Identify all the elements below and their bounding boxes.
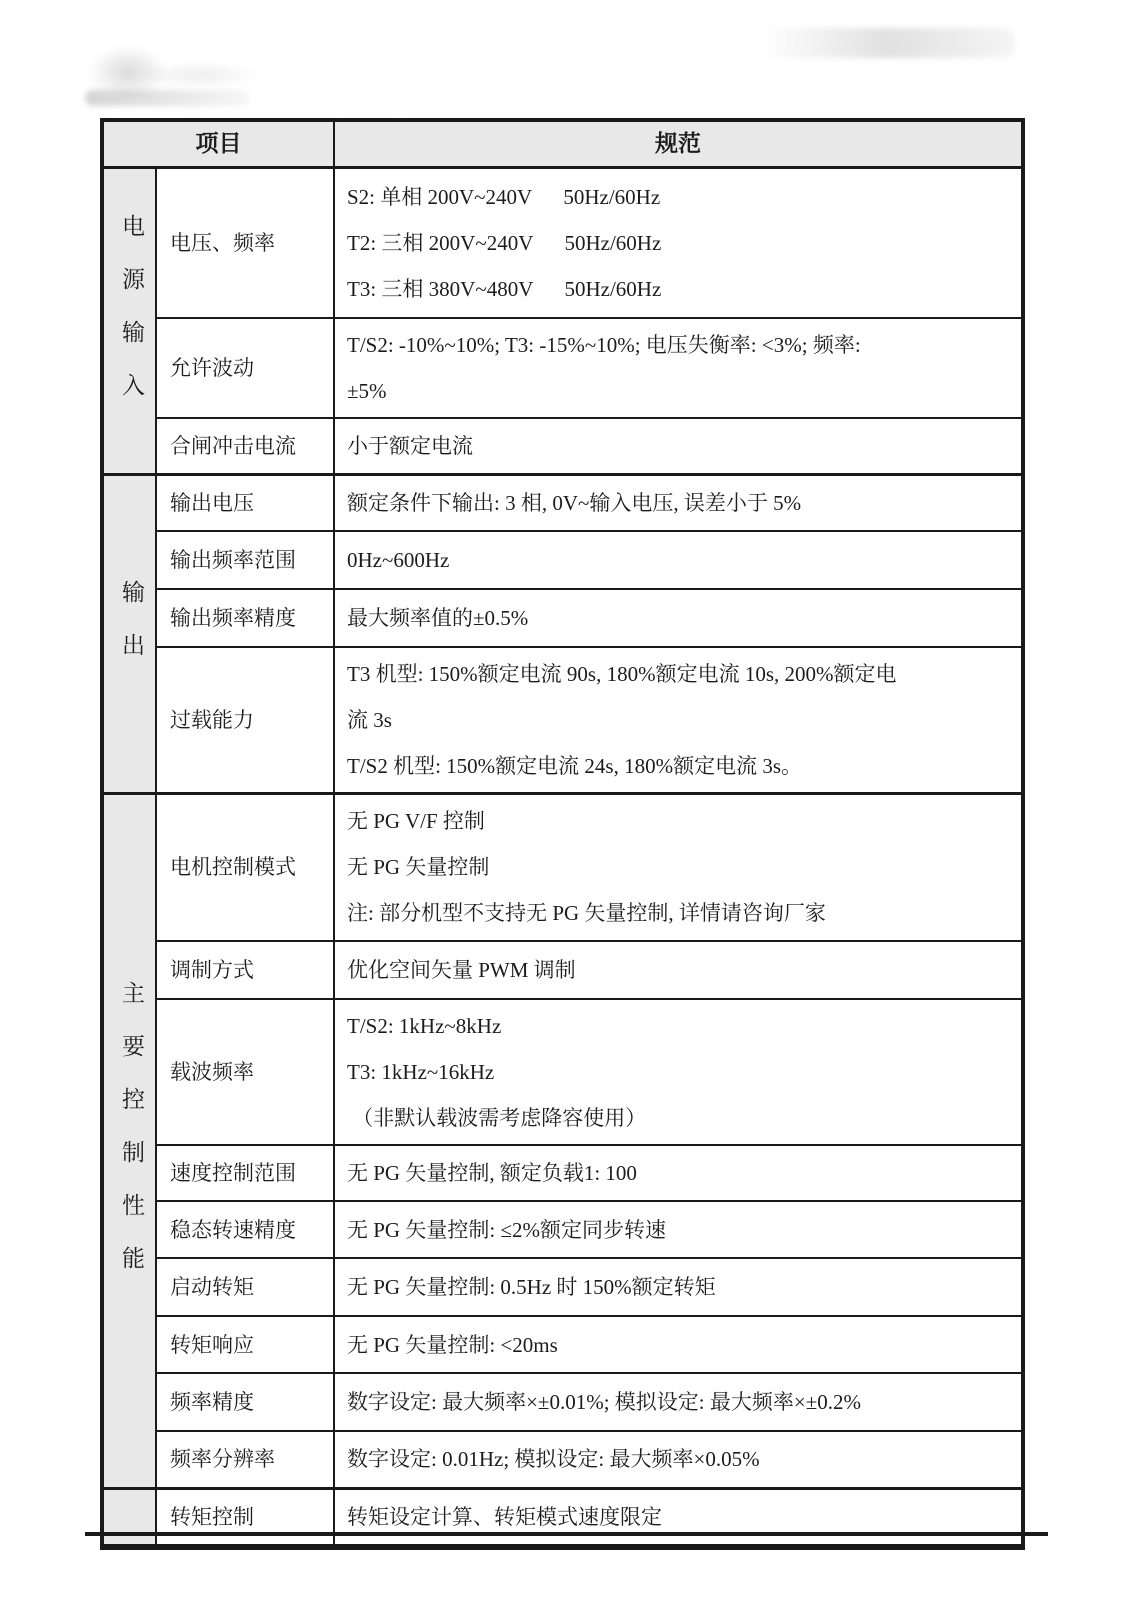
item-cell: [156, 999, 334, 1145]
item-label: 速度控制范围: [170, 1161, 296, 1185]
spec-line: ±5%: [347, 378, 387, 403]
spec-line: T/S2: 1kHz~8kHz: [347, 1014, 502, 1038]
spec-row: [102, 475, 1023, 531]
item-cell: [156, 589, 334, 647]
item-cell: [156, 1373, 334, 1431]
spec-line: 无 PG 矢量控制: <20ms: [347, 1332, 558, 1357]
spec-row: [102, 999, 1023, 1145]
spec-row: [102, 1316, 1023, 1373]
spec-line: 无 PG 矢量控制: 0.5Hz 时 150%额定转矩: [347, 1275, 716, 1299]
item-label: 过载能力: [170, 707, 254, 732]
group-label: 输出: [119, 579, 144, 686]
item-cell: [156, 1145, 334, 1201]
item-label: 合闸冲击电流: [170, 433, 296, 458]
item-label: 稳态转速精度: [170, 1217, 296, 1242]
group-cell: [102, 1488, 156, 1547]
spec-line: 无 PG 矢量控制, 额定负载1: 100: [347, 1161, 637, 1185]
header-spec-col: 规范: [334, 120, 1023, 168]
group-cell: [102, 793, 156, 1488]
spec-row: [102, 168, 1023, 318]
spec-cell: [334, 1373, 1023, 1431]
spec-row: [102, 1373, 1023, 1431]
spec-line: 注: 部分机型不支持无 PG 矢量控制, 详情请咨询厂家: [347, 901, 826, 926]
spec-cell: [334, 1201, 1023, 1258]
spec-row: [102, 941, 1023, 999]
item-label: 允许波动: [170, 355, 254, 380]
spec-row: [102, 1488, 1023, 1547]
item-label: 载波频率: [170, 1060, 254, 1084]
item-cell: [156, 793, 334, 941]
spec-row: [102, 318, 1023, 418]
spec-line: 最大频率值的±0.5%: [347, 605, 529, 630]
spec-line: 数字设定: 0.01Hz; 模拟设定: 最大频率×0.05%: [347, 1447, 760, 1472]
spec-row: [102, 531, 1023, 589]
item-cell: [156, 531, 334, 589]
item-label: 频率分辨率: [170, 1447, 275, 1472]
spec-cell: [334, 1316, 1023, 1373]
item-label: 调制方式: [170, 958, 254, 982]
spec-cell: [334, 418, 1023, 475]
spec-cell: [334, 1145, 1023, 1201]
spec-line: 优化空间矢量 PWM 调制: [347, 958, 576, 982]
item-cell: [156, 1488, 334, 1547]
spec-line: 0Hz~600Hz: [347, 547, 450, 572]
spec-line: 数字设定: 最大频率×±0.01%; 模拟设定: 最大频率×±0.2%: [347, 1390, 861, 1414]
spec-line: T/S2: -10%~10%; T3: -15%~10%; 电压失衡率: <3%; 频率:: [347, 332, 861, 357]
spec-line: 无 PG 矢量控制: ≤2%额定同步转速: [347, 1217, 666, 1242]
spec-cell: [334, 793, 1023, 941]
item-label: 电压、频率: [170, 230, 275, 255]
spec-line: T/S2 机型: 150%额定电流 24s, 180%额定电流 3s。: [347, 753, 803, 778]
item-label: 输出电压: [170, 490, 254, 515]
item-cell: [156, 168, 334, 318]
spec-cell: [334, 1431, 1023, 1488]
spec-row: [102, 418, 1023, 475]
spec-cell: [334, 1258, 1023, 1316]
spec-line: 转矩设定计算、转矩模式速度限定: [347, 1504, 662, 1529]
group-cell: [102, 475, 156, 794]
spec-cell: [334, 531, 1023, 589]
spec-cell: [334, 475, 1023, 531]
spec-row: [102, 1201, 1023, 1258]
item-cell: [156, 1316, 334, 1373]
spec-row: [102, 1258, 1023, 1316]
spec-row: [102, 589, 1023, 647]
spec-table: [100, 118, 1025, 1550]
spec-line: 无 PG V/F 控制: [347, 809, 485, 834]
group-label: 电源输入: [119, 214, 144, 426]
spec-cell: [334, 318, 1023, 418]
spec-cell: [334, 168, 1023, 318]
item-label: 转矩响应: [170, 1332, 254, 1357]
item-label: 频率精度: [170, 1390, 254, 1414]
spec-line: T3: 三相 380V~480V 50Hz/60Hz: [347, 276, 662, 301]
spec-cell: [334, 589, 1023, 647]
item-cell: [156, 941, 334, 999]
spec-line: 无 PG 矢量控制: [347, 855, 490, 880]
spec-cell: [334, 1488, 1023, 1547]
spec-line: 小于额定电流: [347, 433, 473, 458]
spec-row: [102, 1145, 1023, 1201]
item-label: 输出频率范围: [170, 547, 296, 572]
item-label: 电机控制模式: [170, 855, 296, 880]
item-cell: [156, 647, 334, 794]
spec-line: T2: 三相 200V~240V 50Hz/60Hz: [347, 230, 662, 255]
item-cell: [156, 1258, 334, 1316]
spec-line: T3: 1kHz~16kHz: [347, 1060, 495, 1084]
spec-row: [102, 1431, 1023, 1488]
header-item-col: 项目: [102, 120, 334, 168]
spec-line: 额定条件下输出: 3 相, 0V~输入电压, 误差小于 5%: [347, 490, 802, 515]
scan-smudge: [760, 28, 1015, 58]
scan-smudge: [140, 62, 260, 88]
group-label: 主要控制性能: [119, 980, 144, 1299]
spec-cell: [334, 999, 1023, 1145]
spec-cell: [334, 941, 1023, 999]
item-cell: [156, 475, 334, 531]
spec-line: （非默认载波需考虑降容使用）: [347, 1106, 647, 1130]
scan-smudge: [88, 45, 168, 100]
spec-line: T3 机型: 150%额定电流 90s, 180%额定电流 10s, 200%额定电: [347, 661, 897, 686]
table-body: [102, 168, 1023, 1547]
item-cell: [156, 318, 334, 418]
page-footer-rule: [85, 1532, 1048, 1536]
spec-line: 流 3s: [347, 707, 392, 732]
item-cell: [156, 1201, 334, 1258]
item-cell: [156, 418, 334, 475]
item-cell: [156, 1431, 334, 1488]
scan-smudge: [85, 90, 250, 106]
group-cell: [102, 168, 156, 475]
spec-row: [102, 647, 1023, 794]
item-label: 输出频率精度: [170, 605, 296, 630]
spec-line: S2: 单相 200V~240V 50Hz/60Hz: [347, 184, 661, 209]
table-header-row: [102, 120, 1023, 168]
spec-row: [102, 793, 1023, 941]
item-label: 启动转矩: [170, 1275, 254, 1299]
spec-cell: [334, 647, 1023, 794]
item-label: 转矩控制: [170, 1504, 254, 1529]
